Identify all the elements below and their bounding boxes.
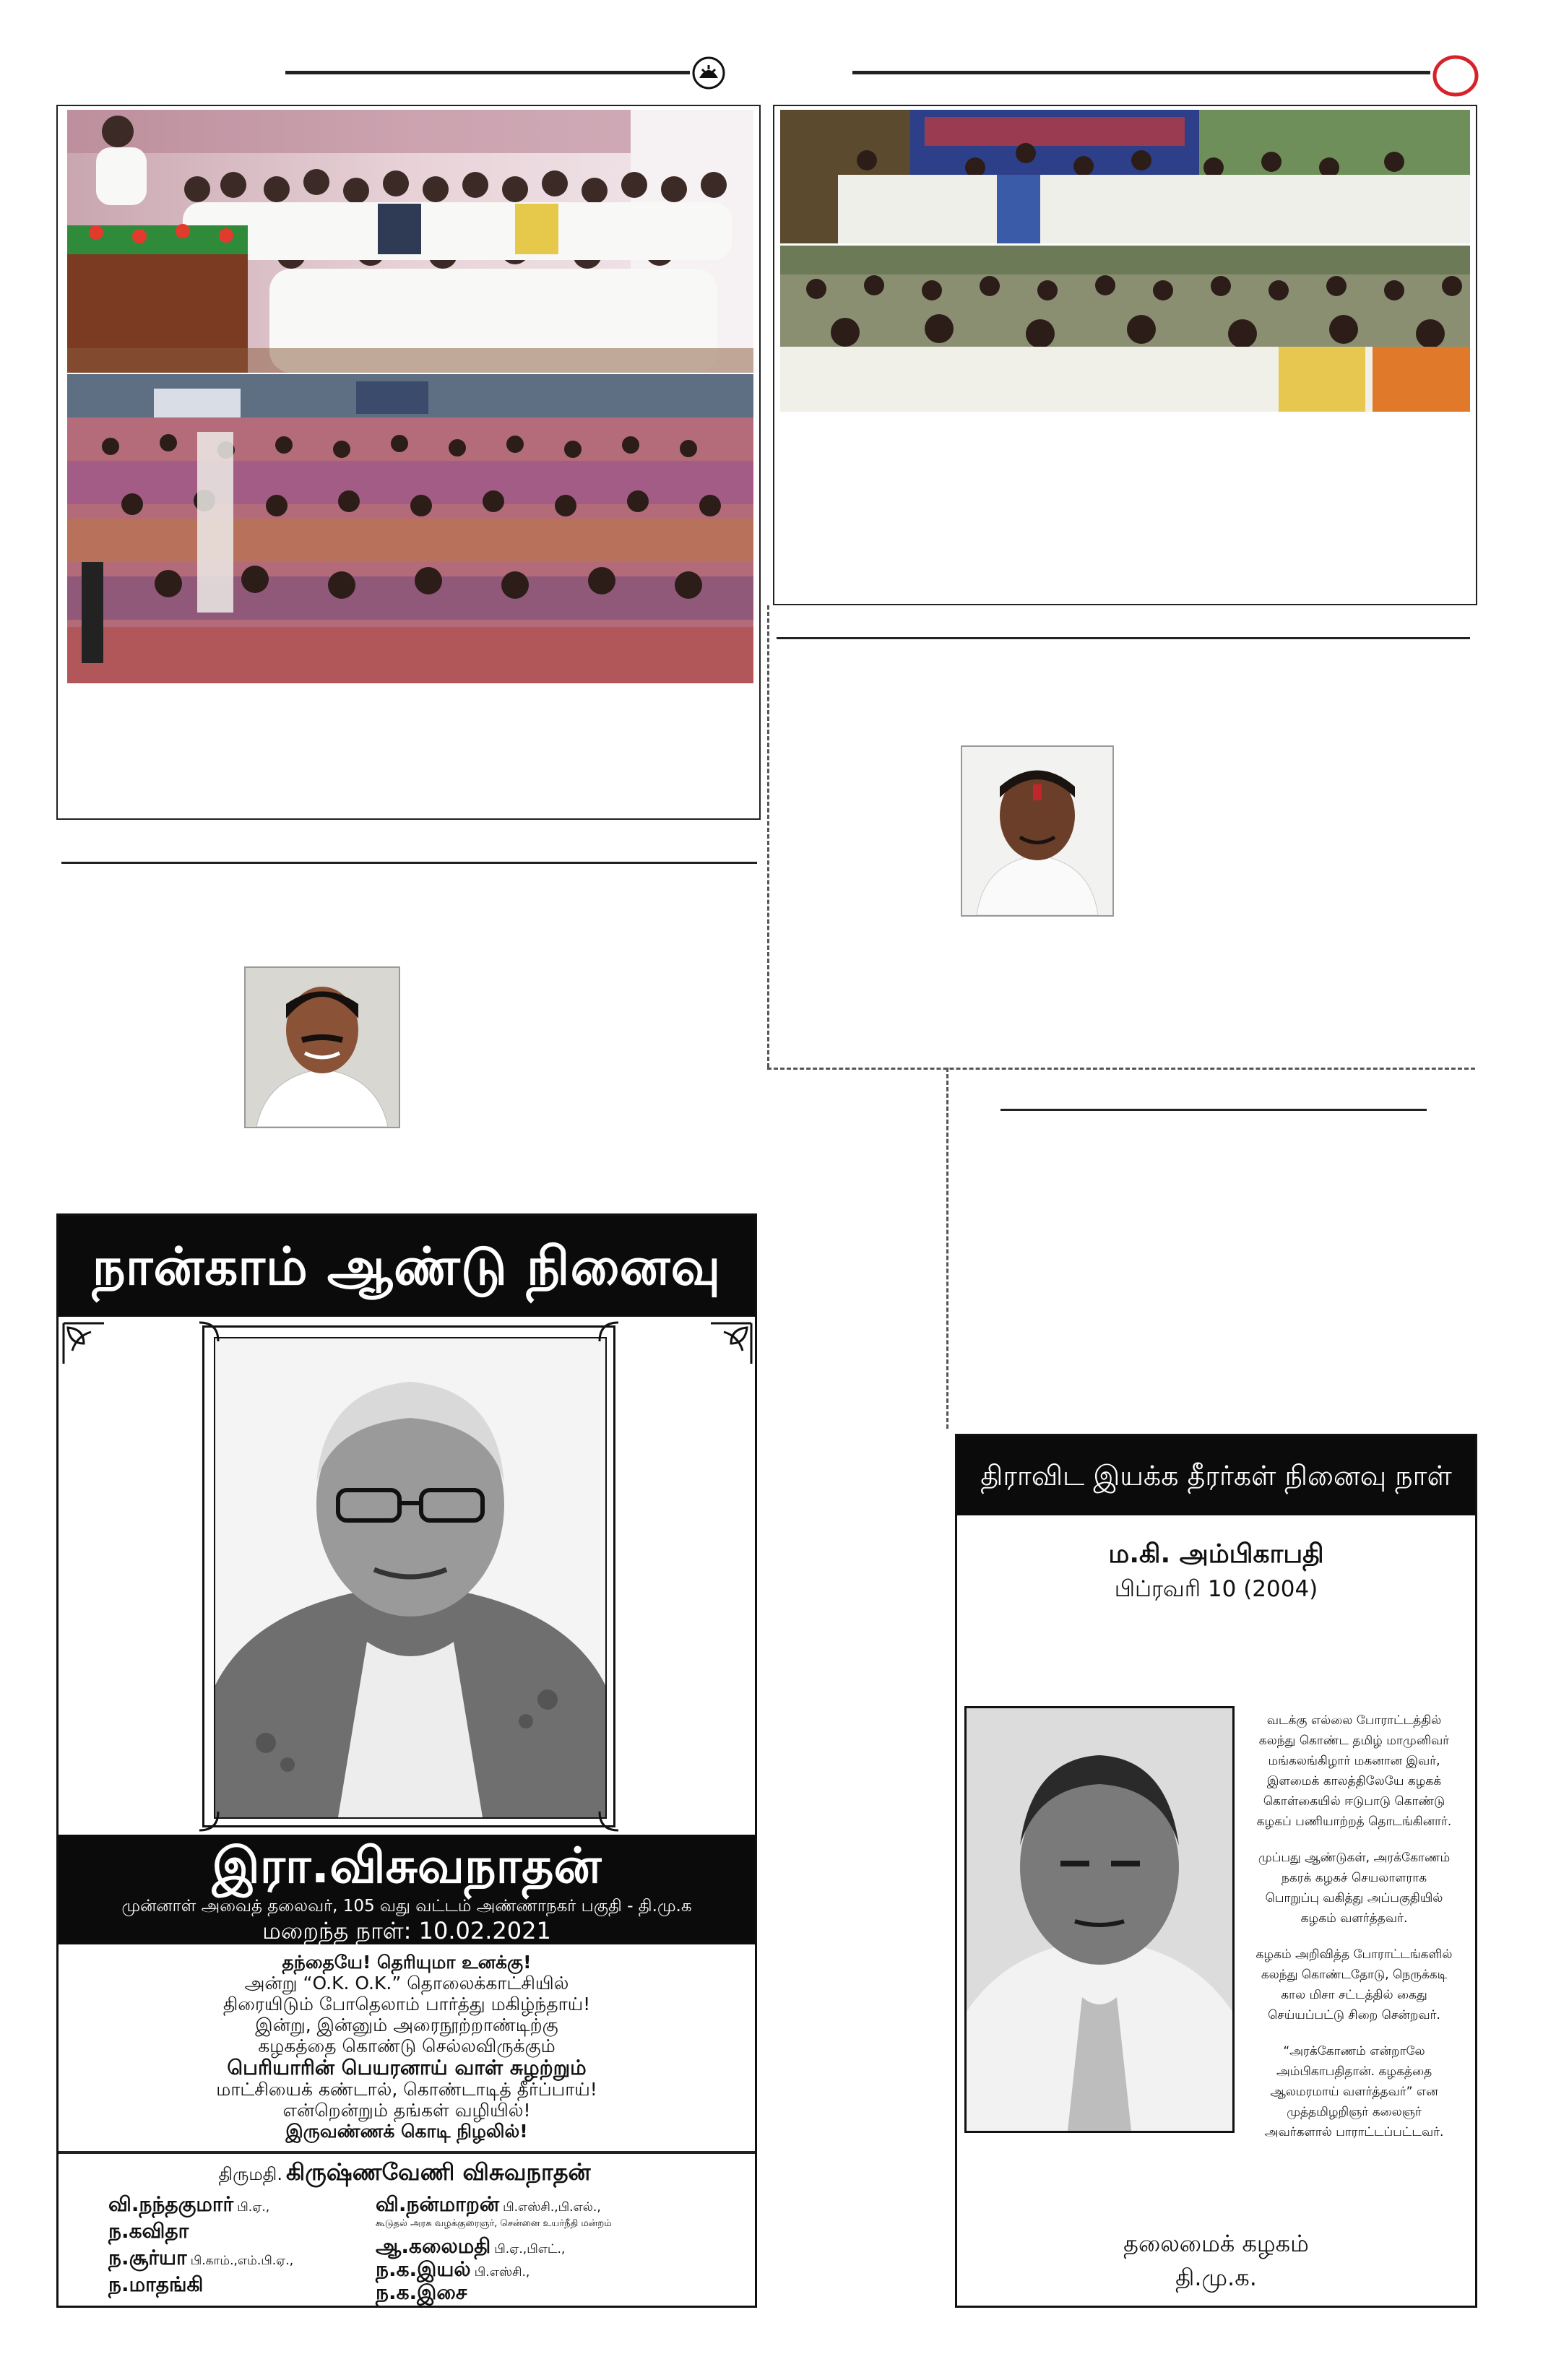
poem-line: மாட்சியைக் கண்டால், கொண்டாடித் தீர்ப்பாய்! <box>216 2079 597 2100</box>
stage-photo-left <box>67 110 753 373</box>
family-member-name: வி.நன்மாறன் <box>376 2192 499 2216</box>
family-divider <box>59 2151 755 2154</box>
family-head-name: கிருஷ்ணவேணி விசுவநாதன் <box>286 2158 591 2186</box>
family-head <box>72 2158 737 2190</box>
bio-line: கலந்து கொண்ட தமிழ் மாமுனிவர் <box>1258 1734 1450 1748</box>
side-heading: திராவிட இயக்க தீரர்கள் நினைவு நாள் <box>980 1460 1452 1492</box>
bio-line: செய்யப்பட்டு சிறை சென்றவர். <box>1268 2008 1440 2022</box>
poem-line: பெரியாரின் பெயரனாய் வாள் சுழற்றும் <box>227 2056 587 2080</box>
bio-line: நகரக் கழகச் செயலாளராக <box>1281 1871 1427 1885</box>
memorial-name-bar <box>59 1835 755 1944</box>
memorial-poem <box>65 1952 748 2147</box>
bio-line: முப்பது ஆண்டுகள், அரக்கோணம் <box>1258 1851 1451 1865</box>
bio-paragraph <box>1237 1944 1471 2025</box>
dotted-separator-vertical-1 <box>767 605 769 1068</box>
poem-line: அன்று “O.K. O.K.” தொலைக்காட்சியில் <box>244 1973 569 1994</box>
separator-right-2 <box>1000 1109 1427 1111</box>
family-member-name: ந.மாதங்கி <box>108 2272 204 2296</box>
side-footer-org: தலைமைக் கழகம் <box>1123 2230 1309 2257</box>
poem-line: என்றென்றும் தங்கள் வழியில்! <box>282 2100 531 2121</box>
poem-line: கழகத்தை கொண்டு செல்லவிருக்கும் <box>258 2035 556 2056</box>
bio-line: கொள்கையில் ஈடுபாடு கொண்டு <box>1263 1794 1445 1809</box>
crowd-photo-right <box>780 246 1470 412</box>
memorial-role: முன்னாள் அவைத் தலைவர், 105 வது வட்டம் அண்ணாநகர் பகுதி - தி.மு.க <box>121 1897 692 1916</box>
memorial-heading: நான்காம் ஆண்டு நினைவு <box>92 1236 722 1297</box>
bio-line: “அரக்கோணம் என்றாலே <box>1283 2044 1425 2059</box>
bio-line: மங்கலங்கிழார் மகனான இவர், <box>1268 1754 1440 1768</box>
bio-line: கழகப் பணியாற்றத் தொடங்கினார். <box>1256 1814 1452 1829</box>
family-member-degree: பி.காம்.,எம்.பி.ஏ., <box>190 2254 294 2268</box>
side-person-date: பிப்ரவரி 10 (2004) <box>1114 1576 1318 1602</box>
family-member-degree: பி.எஸ்சி.,பி.எல்., <box>503 2200 601 2215</box>
corner-ornament-left-icon <box>62 1322 105 1365</box>
memorial-heading-bar <box>59 1216 755 1317</box>
dotted-separator-horizontal <box>767 1068 1475 1070</box>
bio-paragraph <box>1237 1710 1471 1832</box>
side-portrait-photo <box>964 1706 1235 2133</box>
bio-line: கழகம் அறிவித்த போராட்டங்களில் <box>1255 1947 1453 1962</box>
circle-emblem-icon <box>1432 55 1479 97</box>
family-member-name: ஆ.கலைமதி <box>376 2234 491 2258</box>
bio-line: அவர்களால் பாராட்டப்பட்டவர். <box>1264 2125 1444 2139</box>
poem-line: இருவண்ணக் கொடி நிழலில்! <box>285 2121 528 2142</box>
separator-left <box>61 862 757 864</box>
side-footer-party: தி.மு.க. <box>1175 2264 1257 2291</box>
side-bio <box>1237 1710 1471 2144</box>
poem-line: திரையிடும் போதெலாம் பார்த்து மகிழ்ந்தாய்! <box>222 1994 591 2015</box>
portrait-photo-left <box>244 966 400 1128</box>
side-heading-bar <box>957 1436 1475 1515</box>
bio-line: பொறுப்பு வகித்து அப்பகுதியில் <box>1265 1891 1443 1905</box>
bio-line: ஆலமரமாய் வளர்த்தவர்” என <box>1270 2085 1438 2099</box>
bio-line: கழகம் வளர்த்தவர். <box>1300 1911 1408 1926</box>
header-rule-left <box>285 71 690 74</box>
family-member-degree: பி.ஏ.,பிஎட்., <box>494 2242 566 2256</box>
family-member-degree: பி.எஸ்சி., <box>474 2265 530 2280</box>
crowd-photo-left <box>67 374 753 683</box>
bio-line: இளமைக் காலத்திலேயே கழகக் <box>1266 1774 1442 1788</box>
family-member-name: ந.கவிதா <box>108 2219 189 2243</box>
family-member-name: ந.க.இசை <box>376 2280 467 2304</box>
family-member-name: ந.க.இயல் <box>376 2257 471 2281</box>
family-member-name: ந.சூர்யா <box>108 2246 187 2269</box>
side-person-name: ம.கி. அம்பிகாபதி <box>1108 1539 1324 1569</box>
portrait-photo-right <box>961 745 1114 917</box>
family-member-degree: பி.ஏ., <box>237 2200 270 2215</box>
bio-line: கால மிசா சட்டத்தில் கைது <box>1281 1988 1427 2002</box>
memorial-death-date: மறைந்த நாள்: 10.02.2021 <box>262 1917 551 1944</box>
family-list-right <box>376 2192 751 2304</box>
memorial-name: இரா.விசுவநாதன் <box>212 1838 602 1895</box>
poem-line: தந்தையே! தெரியுமா உனக்கு! <box>282 1952 532 1973</box>
bio-line: கலந்து கொண்டதோடு, நெருக்கடி <box>1261 1968 1448 1982</box>
bio-line: அம்பிகாபதிதான். கழகத்தை <box>1276 2064 1432 2079</box>
family-head-prefix: திருமதி. <box>218 2164 282 2184</box>
bio-line: முத்தமிழறிஞர் கலைஞர் <box>1287 2105 1422 2119</box>
family-list-left <box>108 2192 368 2301</box>
separator-right-1 <box>777 637 1470 639</box>
stage-photo-right <box>780 110 1470 243</box>
corner-ornament-right-icon <box>709 1322 753 1365</box>
frame-ornament-icon <box>196 1320 621 1833</box>
dotted-separator-vertical-2 <box>946 1068 948 1429</box>
family-member-name: வி.நந்தகுமார் <box>108 2192 234 2216</box>
bio-paragraph <box>1237 2041 1471 2142</box>
poem-line: இன்று, இன்னும் அரைநூற்றாண்டிற்கு <box>255 2015 558 2035</box>
bio-paragraph <box>1237 1848 1471 1929</box>
bio-line: வடக்கு எல்லை போராட்டத்தில் <box>1266 1713 1442 1728</box>
header-rule-right <box>852 71 1430 74</box>
family-member-title: கூடுதல் அரசு வழக்குரைஞர், சென்னை உயர்நீதி மன்றம் <box>376 2218 612 2229</box>
rising-sun-icon <box>692 56 725 90</box>
